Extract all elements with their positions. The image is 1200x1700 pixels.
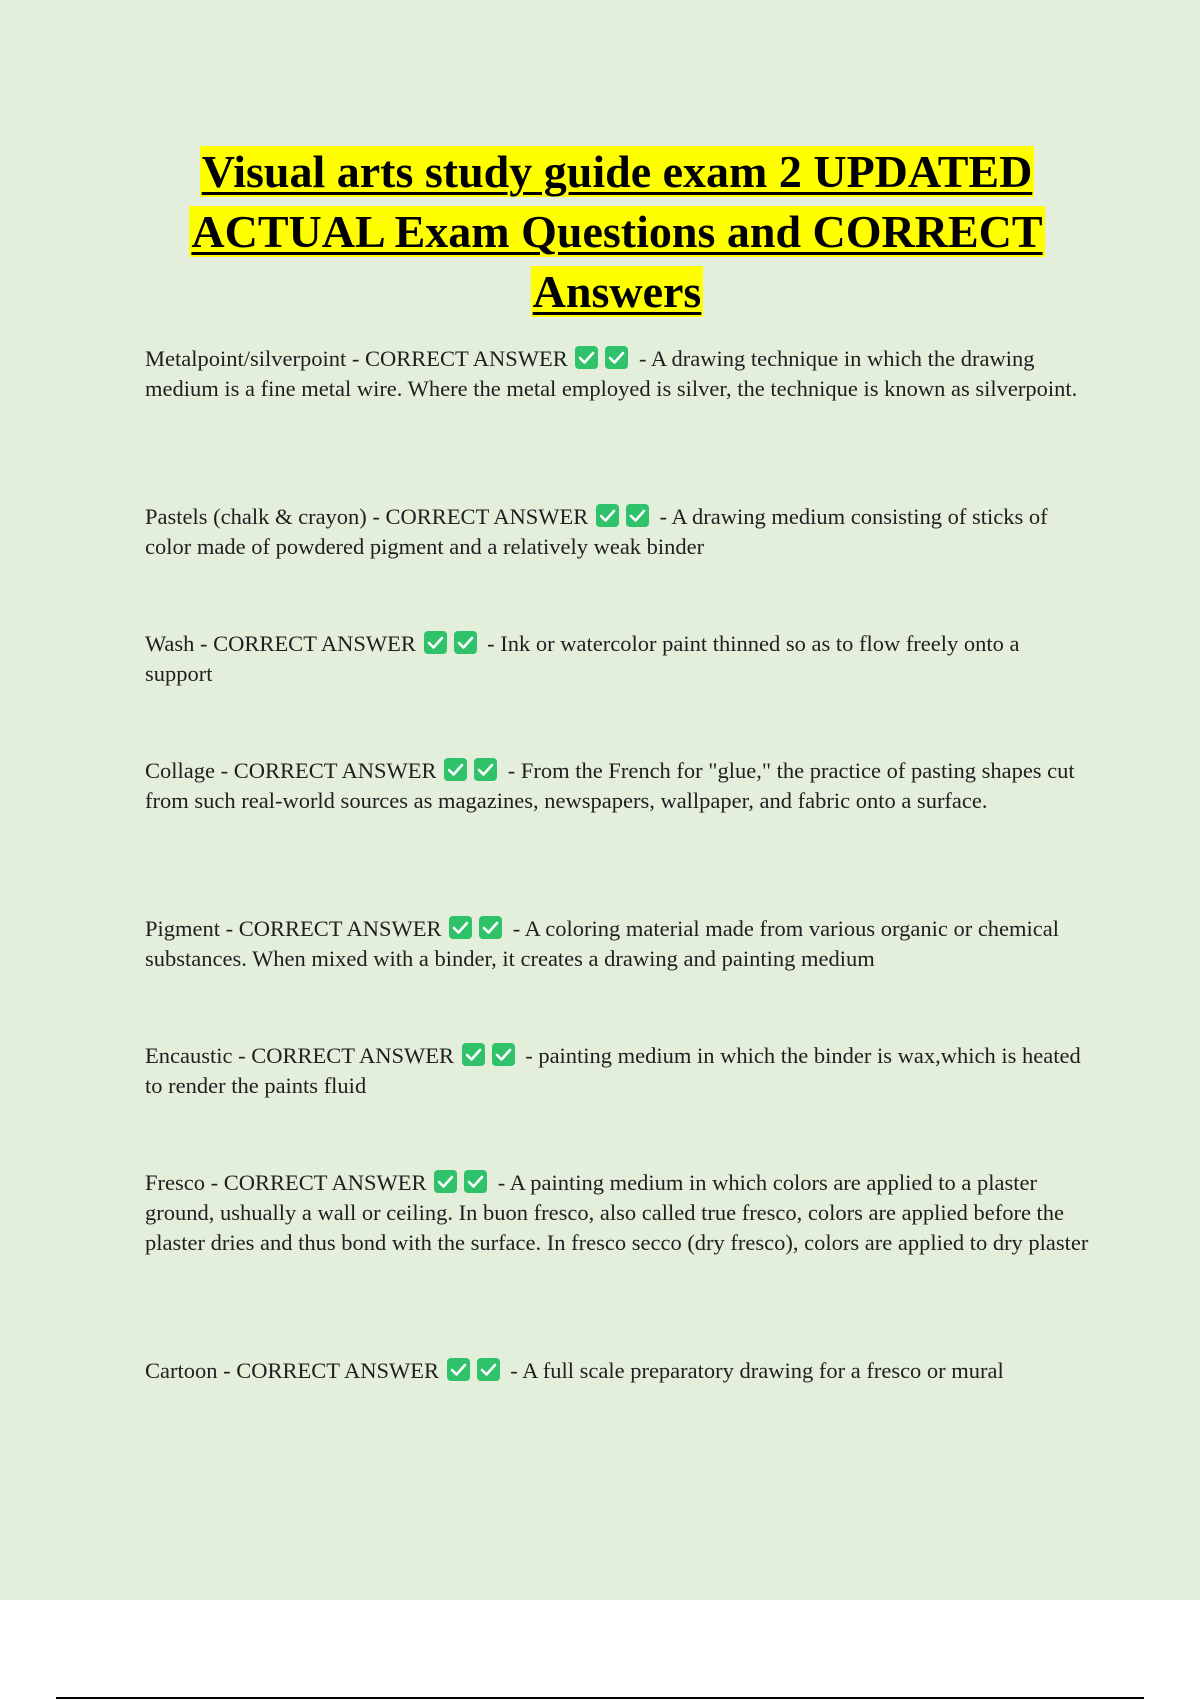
entry-definition: - Ink or watercolor paint thinned so as to flow freely onto a support: [145, 631, 1020, 686]
check-mark-icon: [596, 504, 619, 527]
check-mark-icon: [462, 1043, 485, 1066]
check-mark-icon: [447, 1358, 470, 1381]
check-mark-icon: [474, 758, 497, 781]
entry-term: Cartoon - CORRECT ANSWER: [145, 1358, 439, 1383]
entry-term: Wash - CORRECT ANSWER: [145, 631, 416, 656]
check-mark-icon: [424, 631, 447, 654]
document-title: [100, 142, 1134, 322]
qa-entry-collage: [145, 756, 1090, 816]
entry-definition: - painting medium in which the binder is wax,which is heated to render the paints fluid: [145, 1043, 1081, 1098]
entry-definition: - From the French for "glue," the practice of pasting shapes cut from such real-world sources as magazines, newspapers, wallpaper, and fabric onto a surface.: [145, 758, 1075, 813]
check-mark-icon: [434, 1170, 457, 1193]
qa-entry-encaustic: [145, 1041, 1090, 1101]
check-mark-icon: [454, 631, 477, 654]
title-line-3: Answers: [532, 266, 702, 317]
footer-divider: [56, 1697, 1144, 1699]
qa-entry-cartoon: [145, 1356, 1090, 1386]
entry-term: Pigment - CORRECT ANSWER: [145, 916, 442, 941]
check-mark-icon: [479, 916, 502, 939]
check-mark-icon: [449, 916, 472, 939]
check-mark-icon: [575, 346, 598, 369]
entry-definition: - A full scale preparatory drawing for a fresco or mural: [504, 1358, 1004, 1383]
entry-definition: - A drawing technique in which the drawing medium is a fine metal wire. Where the metal employed is silver, the technique is known as silverpoint.: [145, 346, 1078, 401]
qa-entry-wash: [145, 629, 1090, 689]
entry-definition: - A painting medium in which colors are applied to a plaster ground, ushually a wall or ceiling. In buon fresco, also called true fresco, colors are applied before the plaster dries and thus bond with the surface. In fresco secco (dry fresco), colors are applied to dry plaster: [145, 1170, 1089, 1255]
title-line-2: ACTUAL Exam Questions and CORRECT: [191, 206, 1043, 257]
title-line-1: Visual arts study guide exam 2 UPDATED: [201, 146, 1033, 197]
check-mark-icon: [492, 1043, 515, 1066]
qa-entry-fresco: [145, 1168, 1090, 1258]
entry-term: Fresco - CORRECT ANSWER: [145, 1170, 427, 1195]
entry-term: Collage - CORRECT ANSWER: [145, 758, 437, 783]
check-mark-icon: [477, 1358, 500, 1381]
qa-entry-metalpoint: [145, 344, 1090, 404]
entry-term: Encaustic - CORRECT ANSWER: [145, 1043, 454, 1068]
entry-term: Pastels (chalk & crayon) - CORRECT ANSWER: [145, 504, 589, 529]
entry-definition: - A drawing medium consisting of sticks of color made of powdered pigment and a relatively weak binder: [145, 504, 1048, 559]
check-mark-icon: [605, 346, 628, 369]
check-mark-icon: [444, 758, 467, 781]
entry-definition: - A coloring material made from various organic or chemical substances. When mixed with a binder, it creates a drawing and painting medium: [145, 916, 1060, 971]
qa-entry-pastels: [145, 502, 1090, 562]
entry-term: Metalpoint/silverpoint - CORRECT ANSWER: [145, 346, 568, 371]
check-mark-icon: [626, 504, 649, 527]
qa-entry-pigment: [145, 914, 1090, 974]
check-mark-icon: [464, 1170, 487, 1193]
